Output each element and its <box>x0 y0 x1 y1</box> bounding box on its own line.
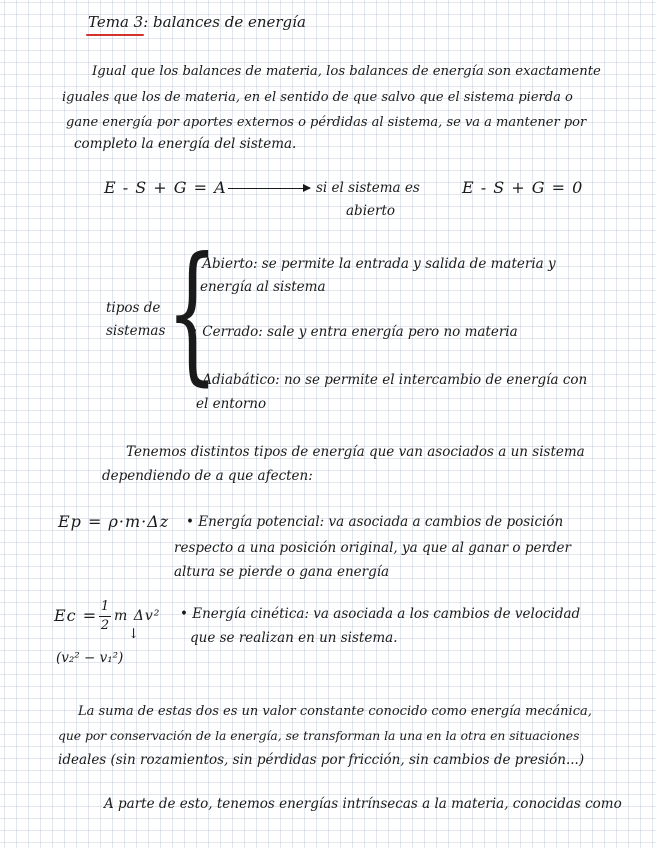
equation-left: E - S + G = A <box>104 178 227 197</box>
equation-condition-2: abierto <box>346 203 396 219</box>
kinetic-subformula: (v₂² − v₁²) <box>56 650 124 666</box>
kinetic-formula-left: Ec = <box>54 606 98 625</box>
system-closed-line-1: • Cerrado: sale y entra energía pero no materia <box>190 324 518 340</box>
title-rest: : balances de energía <box>143 13 306 31</box>
kinetic-arrow: ↓ <box>128 626 140 642</box>
intro-line-3: gane energía por aportes externos o pérdidas al sistema, se va a mantener por <box>66 115 587 130</box>
kinetic-frac-den: 2 <box>100 618 110 633</box>
kinetic-frac-bar <box>99 616 111 617</box>
potential-line-1: • Energía potencial: va asociada a cambios de posición <box>186 514 564 530</box>
potential-formula: Ep = ρ·m·Δz <box>58 512 170 531</box>
intro-line-1: Igual que los balances de materia, los balances de energía son exactamente <box>92 64 601 79</box>
systems-label-2: sistemas <box>106 323 166 339</box>
title-prefix: Tema 3 <box>88 13 144 31</box>
system-adiabatic-line-1: • Adiabático: no se permite el intercambio de energía con <box>190 372 588 388</box>
potential-line-3: altura se pierde o gana energía <box>174 564 390 580</box>
equation-right: E - S + G = 0 <box>462 178 584 197</box>
equation-arrow <box>228 188 310 189</box>
system-open-line-1: • Abierto: se permite la entrada y salida de materia y <box>190 256 556 272</box>
system-adiabatic-line-2: el entorno <box>196 396 267 412</box>
systems-label-1: tipos de <box>106 300 161 316</box>
systems-brace: { <box>166 226 219 400</box>
intro-line-2: iguales que los de materia, en el sentido de que salvo que el sistema pierda o <box>62 90 573 105</box>
intro-line-4: completo la energía del sistema. <box>74 136 297 152</box>
mechanical-line-3: ideales (sin rozamientos, sin pérdidas por fricción, sin cambios de presión...) <box>58 752 585 768</box>
kinetic-line-2: que se realizan en un sistema. <box>190 630 398 646</box>
kinetic-formula-right: m Δv² <box>114 608 161 624</box>
page-title <box>88 14 306 30</box>
kinetic-line-1: • Energía cinética: va asociada a los cambios de velocidad <box>180 606 581 622</box>
kinetic-frac-num: 1 <box>100 599 110 614</box>
potential-line-2: respecto a una posición original, ya que al ganar o perder <box>174 540 571 556</box>
types-intro-line-1: Tenemos distintos tipos de energía que van asociados a un sistema <box>126 444 585 460</box>
last-line: A parte de esto, tenemos energías intrínsecas a la materia, conocidas como <box>104 796 622 812</box>
title-underline <box>86 34 144 36</box>
equation-condition: si el sistema es <box>316 180 420 196</box>
types-intro-line-2: dependiendo de a que afecten: <box>102 468 313 484</box>
system-open-line-2: energía al sistema <box>200 279 326 295</box>
mechanical-line-1: La suma de estas dos es un valor constante conocido como energía mecánica, <box>78 704 592 719</box>
mechanical-line-2: que por conservación de la energía, se transforman la una en la otra en situaciones <box>58 729 580 743</box>
